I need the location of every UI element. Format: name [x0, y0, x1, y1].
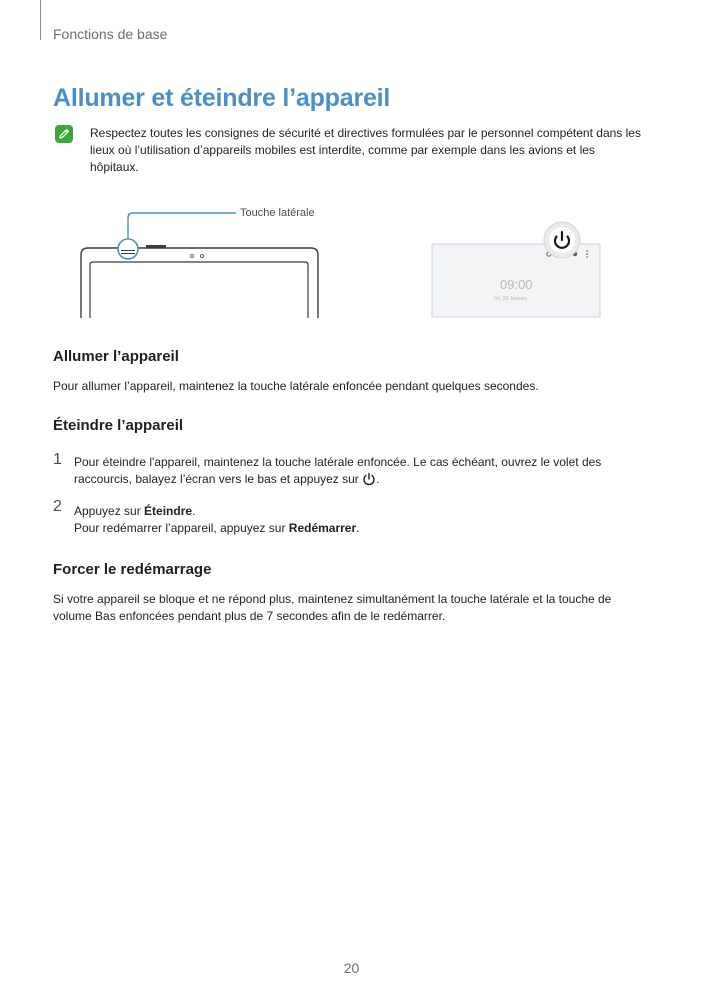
step-1-body: Pour éteindre l'appareil, maintenez la touche latérale enfoncée. Le cas échéant, ouvrez le volet des raccourcis, balayez l’écran vers le bas et appuyez sur [74, 455, 602, 486]
step-number-1: 1 [53, 451, 62, 468]
screen-clock: 09:00 [500, 277, 533, 292]
step-1-end: . [376, 472, 380, 486]
force-restart-text: Si votre appareil se bloque et ne répond plus, maintenez simultanément la touche latérale et la touche de volume Bas enfoncées pendant plus de 7 secondes afin de le redémarrer. [53, 592, 612, 623]
step-2-line2-prefix: Pour redémarrer l’appareil, appuyez sur [74, 521, 286, 535]
step-2-text [74, 503, 654, 537]
heading-power-on: Allumer l’appareil [53, 348, 179, 365]
power-icon-inline [362, 472, 376, 486]
step-1-text [74, 454, 654, 488]
safety-note: Respectez toutes les consignes de sécurité et directives formulées par le personnel compétent dans les lieux où l’utilisation d’appareils mobiles est interdite, comme par exemple dans les avions et les hôpitaux. [90, 126, 641, 174]
page-number: 20 [343, 960, 360, 976]
step-2-bold: Éteindre [144, 504, 193, 518]
step-2-line2-bold: Redémarrer [288, 521, 357, 535]
page-edge-line [40, 0, 41, 40]
power-on-text: Pour allumer l’appareil, maintenez la touche latérale enfoncée pendant quelques secondes. [53, 379, 539, 393]
step-2-prefix: Appuyez sur [74, 504, 141, 518]
power-icon [544, 222, 580, 258]
tablet-device [81, 245, 318, 318]
heading-force-restart: Forcer le redémarrage [53, 561, 212, 578]
side-key-label: Touche latérale [240, 207, 315, 219]
step-2-suffix: . [192, 504, 196, 518]
note-pencil-icon [54, 124, 74, 144]
step-2-line2-suffix: . [356, 521, 360, 535]
side-key [146, 245, 166, 248]
step-number-2: 2 [53, 498, 62, 515]
screen-date: Fri, 28 January [494, 296, 528, 302]
screen-panel [432, 244, 600, 317]
section-label: Fonctions de base [53, 26, 168, 42]
page-title: Allumer et éteindre l’appareil [53, 84, 391, 112]
heading-power-off: Éteindre l’appareil [53, 417, 184, 434]
